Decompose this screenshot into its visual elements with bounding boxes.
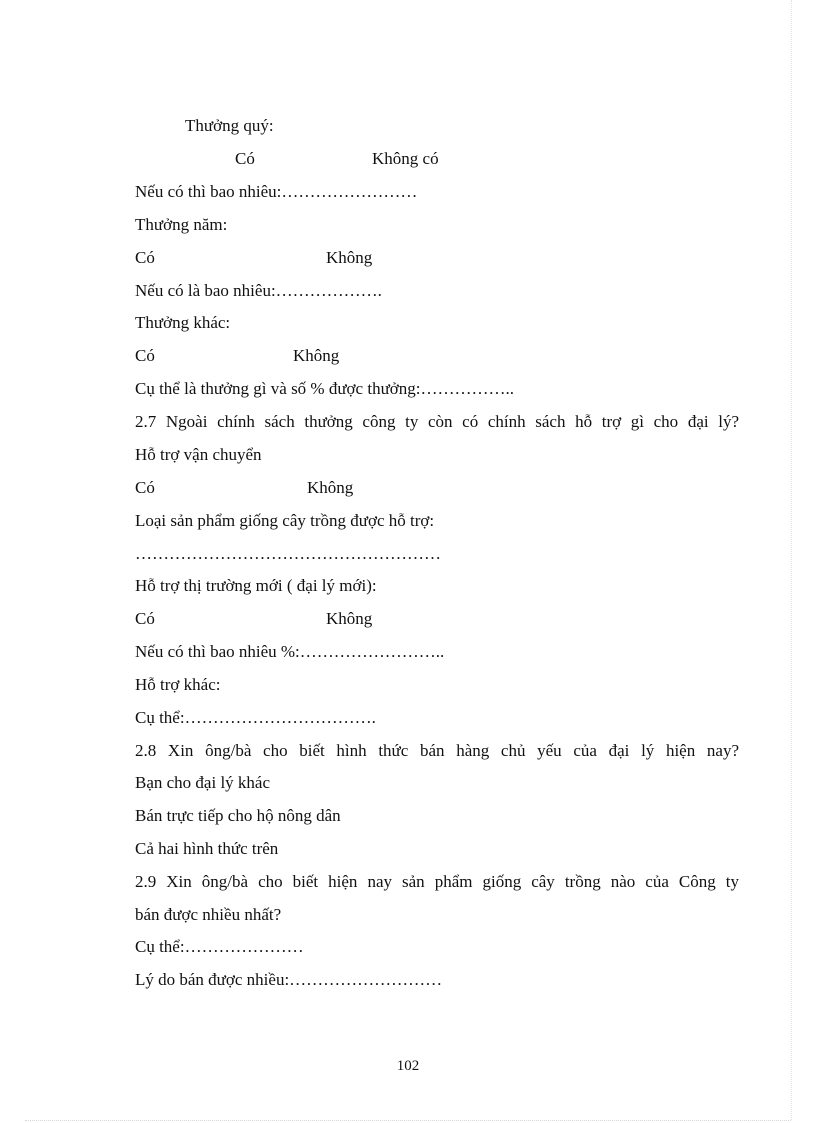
- question-2-9-line1: 2.9 Xin ông/bà cho biết hiện nay sản phẩm giống cây trồng nào của Công ty: [135, 872, 739, 891]
- option-ban-cho-dai-ly: Bạn cho đại lý khác: [135, 773, 271, 792]
- page-bottom-border: [25, 1120, 791, 1121]
- question-2-9-line2: bán được nhiều nhất?: [135, 905, 282, 924]
- page-right-border: [791, 0, 792, 1120]
- text-ly-do: Lý do bán được nhiều:………………………: [135, 970, 443, 989]
- option-ban-truc-tiep: Bán trực tiếp cho hộ nông dân: [135, 806, 341, 825]
- question-2-7: 2.7 Ngoài chính sách thưởng công ty còn có chính sách hỗ trợ gì cho đại lý?: [135, 412, 739, 431]
- option-khong-transport: Không: [307, 478, 354, 497]
- option-co-yearly: Có: [135, 248, 155, 267]
- text-neu-co-yearly: Nếu có là bao nhiêu:……………….: [135, 281, 382, 300]
- question-2-8: 2.8 Xin ông/bà cho biết hình thức bán hàng chủ yếu của đại lý hiện nay?: [135, 741, 739, 760]
- text-thuong-quy: Thưởng quý:: [185, 116, 274, 135]
- option-co-other: Có: [135, 346, 155, 365]
- page-number: 102: [396, 1058, 420, 1074]
- text-thuong-nam: Thưởng năm:: [135, 215, 228, 234]
- text-loai-san-pham: Loại sản phẩm giống cây trồng được hỗ trợ:: [135, 511, 435, 530]
- text-cu-the-support: Cụ thể:…………………………….: [135, 708, 376, 727]
- text-ho-tro-khac: Hỗ trợ khác:: [135, 675, 221, 694]
- option-co-transport: Có: [135, 478, 155, 497]
- text-neu-co-percent: Nếu có thì bao nhiêu %:……………………..: [135, 642, 445, 661]
- text-thuong-khac: Thưởng khác:: [135, 313, 231, 332]
- dotted-answer-line: ………………………………………………: [135, 544, 441, 563]
- text-cu-the-product: Cụ thể:…………………: [135, 937, 304, 956]
- text-neu-co-quarterly: Nếu có thì bao nhiêu:……………………: [135, 182, 418, 201]
- option-co-market: Có: [135, 609, 155, 628]
- option-khong-co-quarterly: Không có: [372, 149, 439, 168]
- option-ca-hai: Cả hai hình thức trên: [135, 839, 279, 858]
- text-ho-tro-thi-truong: Hỗ trợ thị trường mới ( đại lý mới):: [135, 576, 377, 595]
- option-khong-yearly: Không: [326, 248, 373, 267]
- option-khong-market: Không: [326, 609, 373, 628]
- text-ho-tro-van-chuyen: Hỗ trợ vận chuyển: [135, 445, 262, 464]
- text-cu-the-other-bonus: Cụ thể là thưởng gì và số % được thưởng:……………..: [135, 379, 514, 398]
- option-co-quarterly: Có: [235, 149, 255, 168]
- option-khong-other: Không: [293, 346, 340, 365]
